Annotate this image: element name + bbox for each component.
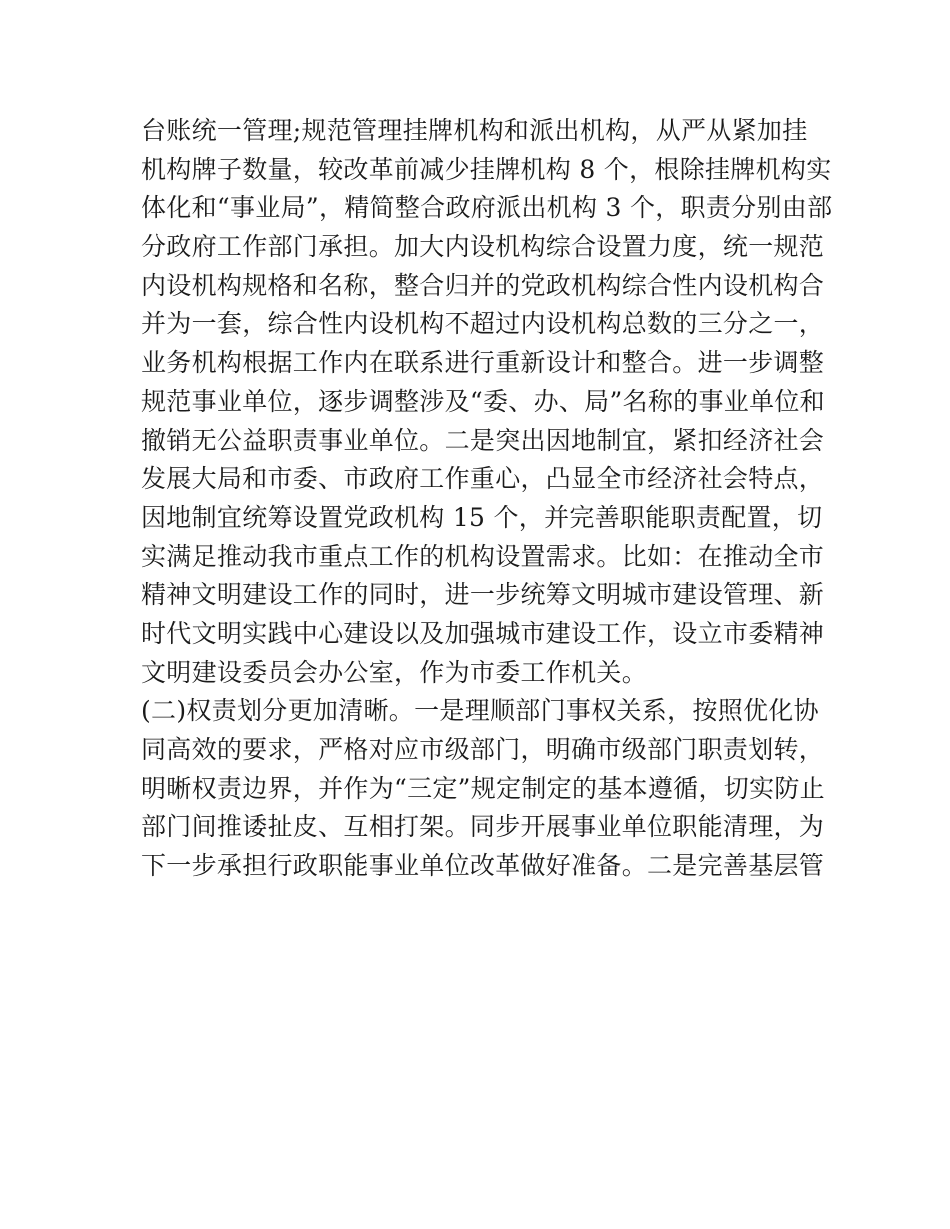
text-line: 业务机构根据工作内在联系进行重新设计和整合。进一步调整 (141, 348, 825, 378)
text-line: 并为一套，综合性内设机构不超过内设机构总数的三分之一， (141, 309, 825, 339)
text-line: 精神文明建设工作的同时，进一步统筹文明城市建设管理、新 (141, 580, 825, 610)
text-line: 台账统一管理;规范管理挂牌机构和派出机构，从严从紧加挂 (141, 116, 808, 145)
text-line: 下一步承担行政职能事业单位改革做好准备。二是完善基层管 (141, 851, 825, 881)
text-line: 文明建设委员会办公室，作为市委工作机关。 (141, 657, 648, 687)
text-line: 内设机构规格和名称，整合归并的党政机构综合性内设机构合 (141, 270, 825, 300)
text-line: 实满足推动我市重点工作的机构设置需求。比如：在推动全市 (141, 541, 825, 571)
text-line: 发展大局和市委、市政府工作重心，凸显全市经济社会特点， (141, 464, 825, 494)
text-line: (二)权责划分更加清晰。一是理顺部门事权关系，按照优化协 (141, 696, 819, 726)
text-line: 体化和“事业局”，精简整合政府派出机构 3 个，职责分别由部 (141, 193, 833, 223)
text-line: 部门间推诿扯皮、互相打架。同步开展事业单位职能清理，为 (141, 812, 825, 842)
text-line: 明晰权责边界，并作为“三定”规定制定的基本遵循，切实防止 (141, 773, 825, 803)
text-line: 规范事业单位，逐步调整涉及“委、办、局”名称的事业单位和 (141, 386, 825, 416)
text-line: 分政府工作部门承担。加大内设机构综合设置力度，统一规范 (141, 232, 825, 262)
text-line: 时代文明实践中心建设以及加强城市建设工作，设立市委精神 (141, 618, 825, 648)
text-line: 机构牌子数量，较改革前减少挂牌机构 8 个，根除挂牌机构实 (141, 154, 832, 184)
text-line: 因地制宜统筹设置党政机构 15 个，并完善职能职责配置，切 (141, 502, 823, 532)
body-text (141, 112, 833, 886)
text-line: 撤销无公益职责事业单位。二是突出因地制宜，紧扣经济社会 (141, 425, 825, 455)
text-line: 同高效的要求，严格对应市级部门，明确市级部门职责划转， (141, 735, 825, 764)
